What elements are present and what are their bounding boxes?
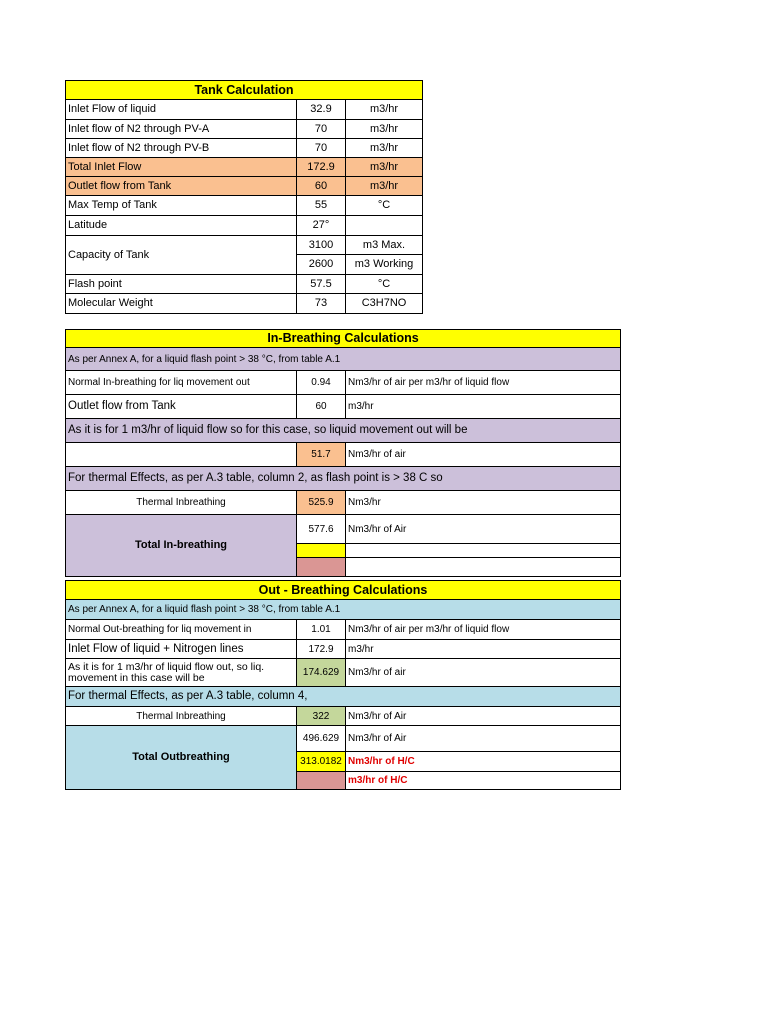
hc-unit-2: m3/hr of H/C bbox=[346, 772, 621, 790]
inlet-flow-unit: m3/hr bbox=[346, 640, 621, 659]
row-label: Outlet flow from Tank bbox=[66, 177, 297, 196]
inbreathing-annex-note: As per Annex A, for a liquid flash point > 38 °C, from table A.1 bbox=[66, 348, 621, 371]
row-unit: °C bbox=[346, 196, 423, 216]
row-unit: °C bbox=[346, 275, 423, 294]
thermal-inbreathing-label: Thermal Inbreathing bbox=[66, 491, 297, 515]
inbreathing-flow-note: As it is for 1 m3/hr of liquid flow so for this case, so liquid movement out will be bbox=[66, 419, 621, 443]
row-label: Inlet flow of N2 through PV-B bbox=[66, 139, 297, 158]
total-inbreathing-unit: Nm3/hr of Air bbox=[346, 515, 621, 544]
movement-in-value: 174.629 bbox=[297, 659, 346, 687]
total-inbreathing-label: Total In-breathing bbox=[66, 515, 297, 577]
normal-outbreathing-unit: Nm3/hr of air per m3/hr of liquid flow bbox=[346, 620, 621, 640]
outlet-flow-label: Outlet flow from Tank bbox=[66, 395, 297, 419]
row-value: 32.9 bbox=[297, 100, 346, 120]
normal-inbreathing-value: 0.94 bbox=[297, 371, 346, 395]
row-label: Capacity of Tank bbox=[66, 236, 297, 275]
hc-value: 313.0182 bbox=[297, 752, 346, 772]
movement-in-unit: Nm3/hr of air bbox=[346, 659, 621, 687]
row-unit: m3 Max. bbox=[346, 236, 423, 255]
outbreathing-title: Out - Breathing Calculations bbox=[66, 581, 621, 600]
outlet-flow-unit: m3/hr bbox=[346, 395, 621, 419]
highlight-cell bbox=[297, 558, 346, 577]
row-label: Total Inlet Flow bbox=[66, 158, 297, 177]
row-value: 2600 bbox=[297, 255, 346, 275]
tank-calculation-table bbox=[65, 80, 423, 314]
total-outbreathing-unit: Nm3/hr of Air bbox=[346, 726, 621, 752]
row-unit bbox=[346, 216, 423, 236]
row-label: Max Temp of Tank bbox=[66, 196, 297, 216]
thermal-inbreathing-unit: Nm3/hr bbox=[346, 491, 621, 515]
row-unit: m3/hr bbox=[346, 158, 423, 177]
hc-unit: Nm3/hr of H/C bbox=[346, 752, 621, 772]
movement-out-value: 51.7 bbox=[297, 443, 346, 467]
outbreathing-thermal-note: For thermal Effects, as per A.3 table, column 4, bbox=[66, 687, 621, 707]
outbreathing-table bbox=[65, 580, 621, 790]
row-label: Latitude bbox=[66, 216, 297, 236]
inbreathing-thermal-note: For thermal Effects, as per A.3 table, column 2, as flash point is > 38 C so bbox=[66, 467, 621, 491]
outlet-flow-value: 60 bbox=[297, 395, 346, 419]
thermal-inbreathing-value: 525.9 bbox=[297, 491, 346, 515]
row-label: Molecular Weight bbox=[66, 294, 297, 314]
normal-outbreathing-label: Normal Out-breathing for liq movement in bbox=[66, 620, 297, 640]
thermal-outbreathing-label: Thermal Inbreathing bbox=[66, 707, 297, 726]
row-value: 172.9 bbox=[297, 158, 346, 177]
row-unit: m3/hr bbox=[346, 120, 423, 139]
normal-outbreathing-value: 1.01 bbox=[297, 620, 346, 640]
normal-inbreathing-label: Normal In-breathing for liq movement out bbox=[66, 371, 297, 395]
row-unit: m3 Working bbox=[346, 255, 423, 275]
total-outbreathing-label: Total Outbreathing bbox=[66, 726, 297, 790]
row-value: 70 bbox=[297, 139, 346, 158]
outbreathing-flow-note: As it is for 1 m3/hr of liquid flow out, so liq. movement in this case will be bbox=[66, 659, 297, 687]
row-value: 60 bbox=[297, 177, 346, 196]
highlight-cell bbox=[297, 772, 346, 790]
inlet-flow-label: Inlet Flow of liquid + Nitrogen lines bbox=[66, 640, 297, 659]
highlight-cell bbox=[297, 544, 346, 558]
inlet-flow-value: 172.9 bbox=[297, 640, 346, 659]
inbreathing-table bbox=[65, 329, 621, 577]
row-unit: C3H7NO bbox=[346, 294, 423, 314]
row-label: Flash point bbox=[66, 275, 297, 294]
inbreathing-title: In-Breathing Calculations bbox=[66, 330, 621, 348]
row-label: Inlet Flow of liquid bbox=[66, 100, 297, 120]
total-inbreathing-value: 577.6 bbox=[297, 515, 346, 544]
tank-title: Tank Calculation bbox=[66, 81, 423, 100]
row-value: 73 bbox=[297, 294, 346, 314]
thermal-outbreathing-unit: Nm3/hr of Air bbox=[346, 707, 621, 726]
movement-out-unit: Nm3/hr of air bbox=[346, 443, 621, 467]
row-unit: m3/hr bbox=[346, 177, 423, 196]
row-value: 55 bbox=[297, 196, 346, 216]
row-unit: m3/hr bbox=[346, 139, 423, 158]
normal-inbreathing-unit: Nm3/hr of air per m3/hr of liquid flow bbox=[346, 371, 621, 395]
row-label: Inlet flow of N2 through PV-A bbox=[66, 120, 297, 139]
row-value: 57.5 bbox=[297, 275, 346, 294]
outbreathing-annex-note: As per Annex A, for a liquid flash point > 38 °C, from table A.1 bbox=[66, 600, 621, 620]
total-outbreathing-value: 496.629 bbox=[297, 726, 346, 752]
row-value: 70 bbox=[297, 120, 346, 139]
row-value: 27° bbox=[297, 216, 346, 236]
row-unit: m3/hr bbox=[346, 100, 423, 120]
row-value: 3100 bbox=[297, 236, 346, 255]
thermal-outbreathing-value: 322 bbox=[297, 707, 346, 726]
